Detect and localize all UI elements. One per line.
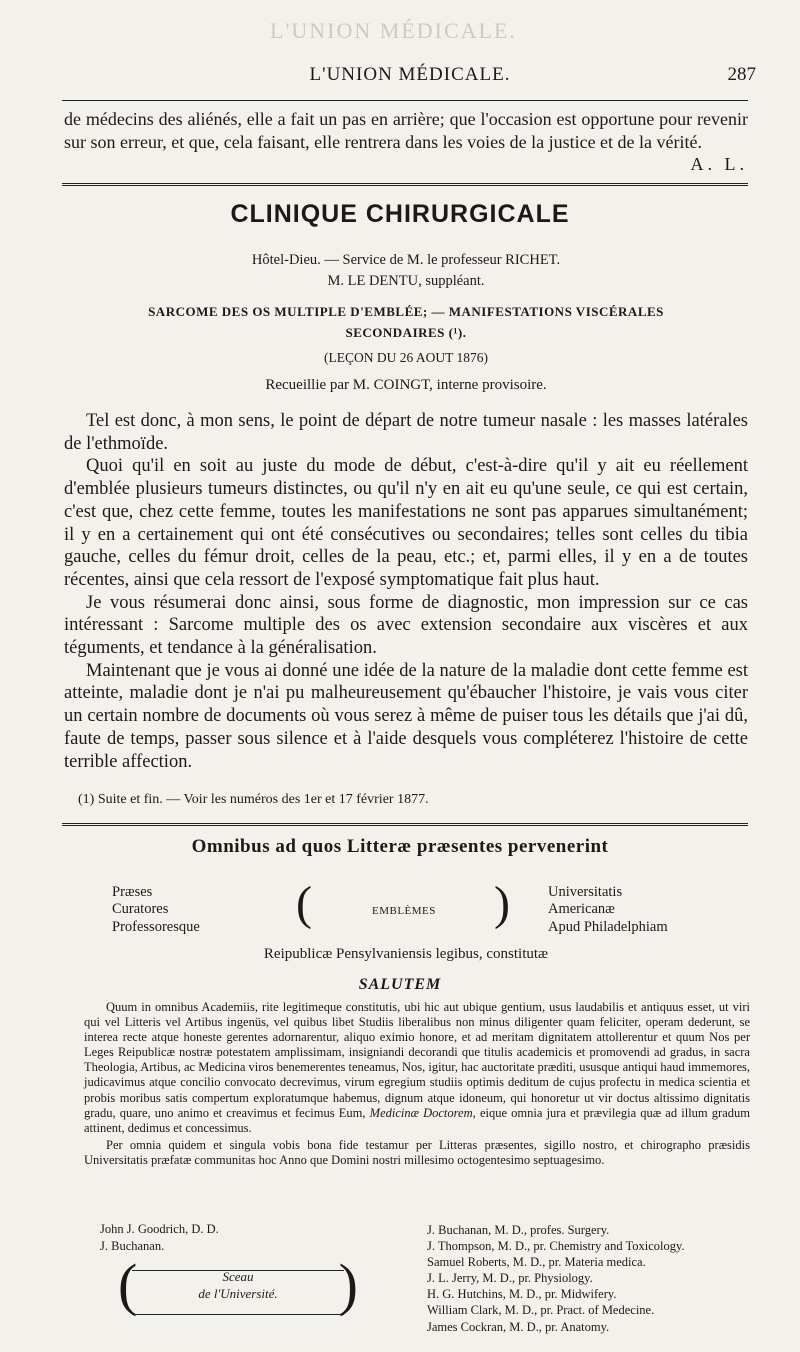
left-line: Præses — [112, 884, 153, 900]
substitute-line — [64, 271, 748, 291]
header-rule — [62, 100, 748, 101]
intro-paragraph — [64, 108, 748, 176]
diploma-paragraph-1 — [84, 1000, 750, 1136]
substitute-name: M. LE DENTU, suppléant. — [327, 273, 485, 289]
journal-title: L'UNION MÉDICALE. — [309, 64, 511, 85]
signer: William Clark, M. D., pr. Pract. of Medecine. — [427, 1303, 655, 1318]
footnote: (1) Suite et fin. — Voir les numéros des 1er et 17 février 1877. — [78, 792, 429, 807]
signer: James Cockran, M. D., pr. Anatomy. — [427, 1319, 610, 1334]
salutem: SALUTEM — [358, 976, 442, 993]
running-header — [60, 64, 760, 94]
seal-left-paren: ( — [118, 1252, 138, 1317]
right-line: Americanæ — [548, 901, 615, 918]
signer: J. Buchanan, M. D., profes. Surgery. — [427, 1223, 610, 1237]
diploma-double-rule — [62, 823, 748, 826]
diploma-left-column — [112, 884, 200, 936]
signer: J. Thompson, M. D., pr. Chemistry and Toxicology. — [427, 1239, 685, 1254]
bleed-through-header: L'UNION MÉDICALE. — [270, 18, 517, 43]
seal-text-1: Sceau — [222, 1269, 254, 1284]
subject-line-2 — [64, 323, 748, 343]
signer: J. L. Jerry, M. D., pr. Physiology. — [427, 1271, 593, 1286]
diploma-paragraph-2: Per omnia quidem et singula vobis bona fide testamur per Litteras præsentes, sigillo nostro, et chirographo præsidis Universitatis præfatæ communitas hoc Anno que Domini nostri millesimo octogentesimo septuagesimo. — [84, 1137, 750, 1167]
republic-text: Reipublicæ Pensylvaniensis legibus, constitutæ — [263, 946, 549, 962]
hospital-service: Hôtel-Dieu. — Service de M. le professeur RICHET. — [251, 252, 561, 268]
right-line: Universitatis — [548, 884, 623, 900]
intro-signature: A. L. — [690, 154, 748, 174]
diploma-right-column — [548, 884, 668, 936]
body-paragraph: Je vous résumerai donc ainsi, sous forme de diagnostic, mon impression sur ce cas intéressant : Sarcome multiple des os avec extension secondaire aux viscères et aux téguments, et tendance à la généralisation. — [64, 592, 748, 659]
subject-text-1: SARCOME DES OS MULTIPLE D'EMBLÉE; — MANIFESTATIONS VISCÉRALES — [148, 304, 664, 319]
signer: J. Buchanan. — [100, 1239, 165, 1253]
collected-by-text: Recueillie par M. COINGT, interne provisoire. — [265, 377, 547, 393]
subject-line-1 — [64, 302, 748, 322]
seal-bottom-line — [132, 1314, 344, 1315]
page-number: 287 — [727, 64, 756, 85]
signers-left — [100, 1221, 219, 1255]
signer: Samuel Roberts, M. D., pr. Materia medica. — [427, 1255, 646, 1270]
signer: John J. Goodrich, D. D. — [100, 1222, 219, 1236]
section-title: CLINIQUE CHIRURGICALE — [230, 200, 570, 228]
right-line: Apud Philadelphiam — [548, 918, 668, 935]
body-paragraph: Tel est donc, à mon sens, le point de départ de notre tumeur nasale : les masses latérales de l'ethmoïde. — [64, 411, 748, 454]
right-brace: ) — [494, 877, 510, 930]
diploma-text-1: Quum in omnibus Academiis, rite legitimeque constitutis, ubi hic aut ubique gentium, usus laudabilis et antiquus esset, ut viri qui vel Litteris vel Artibus ingenüs, vel quibus libet Studiis liberalibus non minus diligenter quam feliciter, operam dederunt, se interea recte atque honeste gerentes adornarentur, aliquo eximio honore, et ad meritam dignitatem attollerentur et quum Nos per Leges Reipublicæ nostræ potestatem amplissimam, insigniandi decorandi que titulis academicis et promovendi ad gradus, in sacra Theologia, Artibus, ac Medicina viros benemerentes teneamus, Nos, igitur, hac auctoritate prædìti, ususque antiqui haud immemores, judicavimus atque concilio convocato decrevimus, virum egregium studiis optimis deditum de cujus profectu in medica scientia et probis moribus satis compertum exploratumque habemus, dignum atque idoneum, qui honoretur ut vir doctus altissimo dignitatis gradu, quare, uno animo et creavimus et fecimus Eum, — [84, 1000, 750, 1120]
body-paragraph: Maintenant que je vous ai donné une idée de la nature de la maladie dont cette femme est atteinte, maladie dont je n'ai pu malheureusement qu'ébaucher l'histoire, je vais vous citer un certain nombre de documents où vous serez à même de puiser tous les détails que j'ai dû, faute de temps, passer sous silence et à l'aide desquels vous compléterez l'histoire de cette terrible affection. — [64, 660, 748, 772]
intro-text: de médecins des aliénés, elle a fait un pas en arrière; que l'occasion est opportune pour revenir sur son erreur, et que, cela faisant, elle rentrera dans les voies de la justice et de la vérité. — [64, 109, 748, 152]
signer: H. G. Hutchins, M. D., pr. Midwifery. — [427, 1287, 617, 1302]
collected-by — [64, 375, 748, 395]
section-double-rule — [62, 183, 748, 186]
signers-right — [427, 1222, 685, 1335]
left-line: Curatores — [112, 901, 169, 918]
body-paragraph: Quoi qu'il en soit au juste du mode de début, c'est-à-dire qu'il y ait eu réellement d'emblée plusieurs tumeurs distinctes, ou qu'il n'y en ait eu qu'une seule, ce qui est certain, c'est que, chez cette femme, toutes les manifestations ne sont pas apparues simultanément; il y en a certainement qui ont été consécutives ou secondaires; telles sont celles du tibia gauche, celles du fémur droit, celles de la peau, etc.; et, parmi elles, il y en a de toutes récentes, ainsi que cela ressort de l'exposé symptomatique fait plus haut. — [64, 456, 748, 590]
lecture-date — [64, 348, 748, 368]
republic-line — [64, 944, 748, 964]
diploma-text-1-end: eique omnia jura et prævilegia quæ ad illum gradum attinent, dedimus et concessimus. — [84, 1105, 750, 1135]
emblems-label: EMBLÈMES — [372, 905, 436, 917]
diploma-body — [84, 1000, 750, 1168]
seal-text-2: de l'Université. — [198, 1286, 278, 1301]
left-line: Professoresque — [112, 918, 200, 935]
hospital-line — [64, 250, 748, 270]
subject-text-2: SECONDAIRES (¹). — [345, 325, 467, 340]
lecture-date-text: (LEÇON DU 26 AOUT 1876) — [324, 350, 488, 365]
lesson-body — [64, 410, 748, 773]
seal-right-paren: ) — [338, 1252, 358, 1317]
university-seal — [118, 1252, 358, 1322]
diploma-title: Omnibus ad quos Litteræ præsentes pervenerint — [191, 836, 609, 857]
degree-title: Medicinæ Doctorem, — [369, 1105, 476, 1120]
left-brace: ( — [296, 877, 312, 930]
